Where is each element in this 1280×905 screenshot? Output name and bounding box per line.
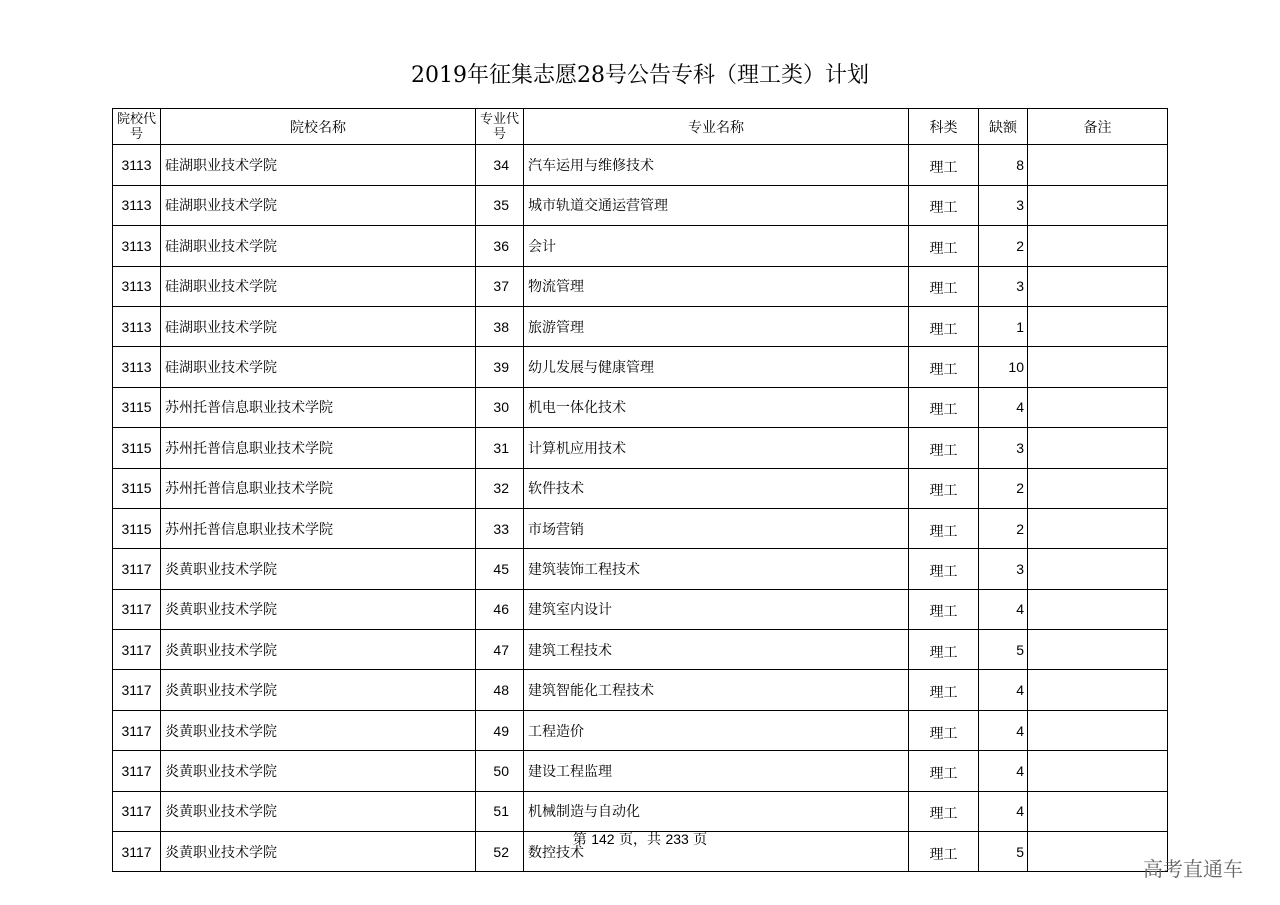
cell-major-name: 数控技术 — [524, 832, 909, 872]
cell-category: 理工 — [909, 266, 979, 306]
table-row — [113, 508, 1168, 548]
table-row — [113, 185, 1168, 225]
cell-major-code: 37 — [476, 266, 524, 306]
cell-major-code: 35 — [476, 185, 524, 225]
cell-major-code: 32 — [476, 468, 524, 508]
cell-school-name: 炎黄职业技术学院 — [161, 832, 476, 872]
cell-vacancy: 1 — [979, 306, 1028, 346]
cell-major-code: 31 — [476, 428, 524, 468]
cell-category: 理工 — [909, 710, 979, 750]
cell-school-name: 硅湖职业技术学院 — [161, 306, 476, 346]
cell-major-code: 50 — [476, 751, 524, 791]
footer-mid: 页，共 — [619, 832, 661, 848]
cell-vacancy: 2 — [979, 468, 1028, 508]
cell-category: 理工 — [909, 387, 979, 427]
header-note: 备注 — [1028, 109, 1168, 145]
cell-category: 理工 — [909, 751, 979, 791]
cell-major-code: 45 — [476, 549, 524, 589]
cell-school-code: 3113 — [113, 306, 161, 346]
header-school-name: 院校名称 — [161, 109, 476, 145]
cell-major-code: 52 — [476, 832, 524, 872]
table-row — [113, 710, 1168, 750]
table-row — [113, 145, 1168, 185]
cell-school-code: 3113 — [113, 185, 161, 225]
cell-major-name: 软件技术 — [524, 468, 909, 508]
cell-school-code: 3115 — [113, 428, 161, 468]
cell-school-name: 炎黄职业技术学院 — [161, 791, 476, 831]
cell-major-name: 工程造价 — [524, 710, 909, 750]
header-major-code: 专业代号 — [476, 109, 524, 145]
cell-note — [1028, 791, 1168, 831]
cell-major-code: 30 — [476, 387, 524, 427]
cell-school-name: 硅湖职业技术学院 — [161, 145, 476, 185]
cell-school-code: 3113 — [113, 347, 161, 387]
cell-major-name: 物流管理 — [524, 266, 909, 306]
cell-major-name: 计算机应用技术 — [524, 428, 909, 468]
cell-major-code: 49 — [476, 710, 524, 750]
cell-school-code: 3113 — [113, 266, 161, 306]
page-title: 2019年征集志愿28号公告专科（理工类）计划 — [411, 63, 869, 88]
cell-major-name: 旅游管理 — [524, 306, 909, 346]
cell-note — [1028, 751, 1168, 791]
cell-category: 理工 — [909, 670, 979, 710]
cell-category: 理工 — [909, 549, 979, 589]
cell-note — [1028, 347, 1168, 387]
cell-school-code: 3117 — [113, 751, 161, 791]
cell-major-name: 建筑工程技术 — [524, 630, 909, 670]
table-row — [113, 791, 1168, 831]
cell-category: 理工 — [909, 832, 979, 872]
cell-note — [1028, 387, 1168, 427]
header-vacancy: 缺额 — [979, 109, 1028, 145]
cell-vacancy: 4 — [979, 710, 1028, 750]
cell-school-name: 炎黄职业技术学院 — [161, 630, 476, 670]
watermark: 高考直通车 — [1143, 857, 1243, 881]
cell-note — [1028, 549, 1168, 589]
cell-category: 理工 — [909, 185, 979, 225]
cell-category: 理工 — [909, 468, 979, 508]
cell-school-name: 硅湖职业技术学院 — [161, 347, 476, 387]
cell-school-name: 炎黄职业技术学院 — [161, 751, 476, 791]
cell-major-code: 36 — [476, 226, 524, 266]
cell-note — [1028, 266, 1168, 306]
table-row — [113, 468, 1168, 508]
cell-major-name: 汽车运用与维修技术 — [524, 145, 909, 185]
cell-school-name: 硅湖职业技术学院 — [161, 266, 476, 306]
cell-category: 理工 — [909, 226, 979, 266]
cell-major-name: 建设工程监理 — [524, 751, 909, 791]
footer-prefix: 第 — [572, 832, 587, 848]
table-row — [113, 549, 1168, 589]
cell-vacancy: 3 — [979, 428, 1028, 468]
table-row — [113, 751, 1168, 791]
cell-major-name: 市场营销 — [524, 508, 909, 548]
cell-school-name: 炎黄职业技术学院 — [161, 589, 476, 629]
cell-major-code: 47 — [476, 630, 524, 670]
table-row — [113, 589, 1168, 629]
cell-school-code: 3117 — [113, 710, 161, 750]
cell-note — [1028, 306, 1168, 346]
cell-major-name: 建筑室内设计 — [524, 589, 909, 629]
cell-major-code: 38 — [476, 306, 524, 346]
cell-category: 理工 — [909, 428, 979, 468]
cell-vacancy: 4 — [979, 791, 1028, 831]
cell-note — [1028, 226, 1168, 266]
cell-category: 理工 — [909, 145, 979, 185]
cell-category: 理工 — [909, 589, 979, 629]
table-row — [113, 226, 1168, 266]
cell-vacancy: 2 — [979, 226, 1028, 266]
cell-major-code: 34 — [476, 145, 524, 185]
table-row — [113, 670, 1168, 710]
table-row — [113, 387, 1168, 427]
cell-category: 理工 — [909, 306, 979, 346]
cell-major-name: 会计 — [524, 226, 909, 266]
table-row — [113, 428, 1168, 468]
cell-note — [1028, 589, 1168, 629]
table-body — [113, 145, 1168, 872]
cell-note — [1028, 185, 1168, 225]
footer-page-number: 142 — [591, 831, 615, 847]
plan-table — [112, 108, 1168, 872]
footer-total-pages: 233 — [665, 831, 689, 847]
cell-category: 理工 — [909, 791, 979, 831]
cell-vacancy: 5 — [979, 630, 1028, 670]
table-row — [113, 306, 1168, 346]
cell-note — [1028, 428, 1168, 468]
header-row — [113, 109, 1168, 145]
cell-vacancy: 5 — [979, 832, 1028, 872]
cell-major-code: 51 — [476, 791, 524, 831]
cell-major-name: 机械制造与自动化 — [524, 791, 909, 831]
footer-suffix: 页 — [693, 832, 708, 848]
cell-school-name: 炎黄职业技术学院 — [161, 670, 476, 710]
page-footer — [0, 829, 1280, 849]
table-row — [113, 630, 1168, 670]
cell-major-name: 幼儿发展与健康管理 — [524, 347, 909, 387]
cell-note — [1028, 710, 1168, 750]
cell-vacancy: 2 — [979, 508, 1028, 548]
cell-major-name: 机电一体化技术 — [524, 387, 909, 427]
cell-school-name: 苏州托普信息职业技术学院 — [161, 387, 476, 427]
header-category: 科类 — [909, 109, 979, 145]
cell-vacancy: 10 — [979, 347, 1028, 387]
cell-school-name: 炎黄职业技术学院 — [161, 710, 476, 750]
cell-school-name: 苏州托普信息职业技术学院 — [161, 508, 476, 548]
cell-note — [1028, 630, 1168, 670]
cell-vacancy: 3 — [979, 185, 1028, 225]
cell-school-code: 3115 — [113, 508, 161, 548]
cell-school-code: 3113 — [113, 145, 161, 185]
cell-note — [1028, 508, 1168, 548]
cell-school-code: 3115 — [113, 387, 161, 427]
cell-school-code: 3117 — [113, 670, 161, 710]
header-school-code: 院校代号 — [113, 109, 161, 145]
header-major-name: 专业名称 — [524, 109, 909, 145]
cell-vacancy: 3 — [979, 266, 1028, 306]
cell-major-name: 建筑装饰工程技术 — [524, 549, 909, 589]
cell-note — [1028, 468, 1168, 508]
cell-vacancy: 3 — [979, 549, 1028, 589]
cell-school-code: 3113 — [113, 226, 161, 266]
cell-school-name: 炎黄职业技术学院 — [161, 549, 476, 589]
cell-school-name: 硅湖职业技术学院 — [161, 185, 476, 225]
table-row — [113, 347, 1168, 387]
cell-vacancy: 8 — [979, 145, 1028, 185]
cell-school-name: 硅湖职业技术学院 — [161, 226, 476, 266]
cell-note — [1028, 145, 1168, 185]
cell-vacancy: 4 — [979, 589, 1028, 629]
table-row — [113, 266, 1168, 306]
cell-school-code: 3117 — [113, 630, 161, 670]
cell-school-name: 苏州托普信息职业技术学院 — [161, 428, 476, 468]
cell-major-name: 建筑智能化工程技术 — [524, 670, 909, 710]
cell-major-code: 33 — [476, 508, 524, 548]
cell-note — [1028, 670, 1168, 710]
cell-major-code: 48 — [476, 670, 524, 710]
cell-school-code: 3117 — [113, 832, 161, 872]
cell-major-name: 城市轨道交通运营管理 — [524, 185, 909, 225]
cell-school-code: 3117 — [113, 589, 161, 629]
cell-category: 理工 — [909, 630, 979, 670]
cell-school-code: 3115 — [113, 468, 161, 508]
cell-vacancy: 4 — [979, 670, 1028, 710]
cell-major-code: 46 — [476, 589, 524, 629]
cell-vacancy: 4 — [979, 751, 1028, 791]
cell-major-code: 39 — [476, 347, 524, 387]
cell-school-name: 苏州托普信息职业技术学院 — [161, 468, 476, 508]
cell-category: 理工 — [909, 347, 979, 387]
cell-category: 理工 — [909, 508, 979, 548]
cell-school-code: 3117 — [113, 549, 161, 589]
cell-vacancy: 4 — [979, 387, 1028, 427]
cell-school-code: 3117 — [113, 791, 161, 831]
